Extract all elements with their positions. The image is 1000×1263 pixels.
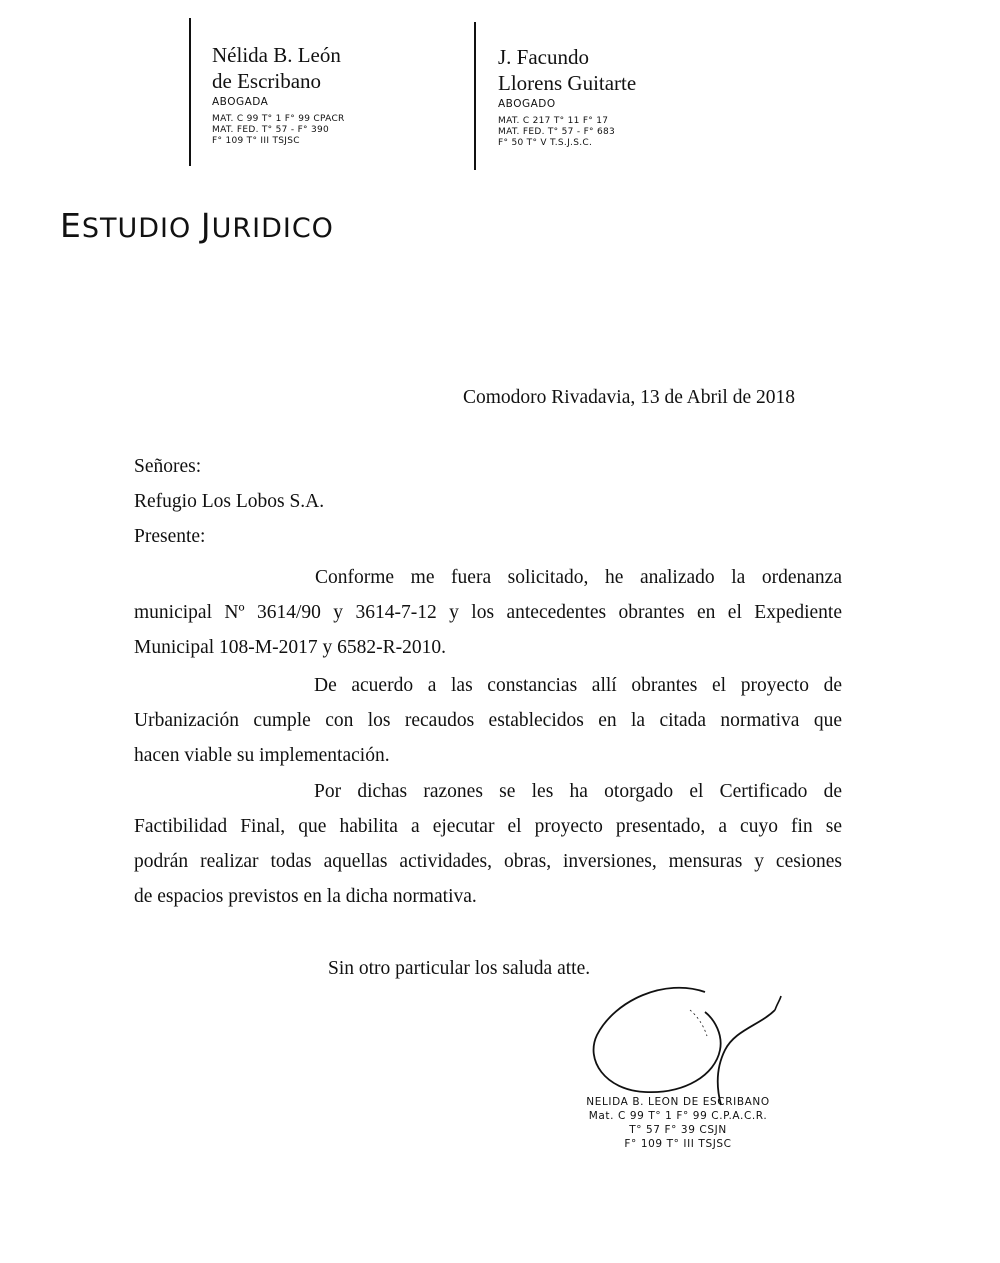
lawyer1-mat-line: MAT. FED. T° 57 - F° 390 bbox=[212, 125, 330, 135]
letterhead-divider-left bbox=[189, 18, 191, 166]
lawyer2-block bbox=[498, 44, 636, 149]
paragraph-line: De acuerdo a las constancias allí obrantes el proyecto de bbox=[314, 675, 842, 696]
salutation: Señores: bbox=[134, 456, 202, 477]
paragraph-1 bbox=[134, 560, 842, 665]
letter-date: Comodoro Rivadavia, 13 de Abril de 2018 bbox=[463, 387, 795, 408]
paragraph-line: Urbanización cumple con los recaudos establecidos en la citada normativa que bbox=[134, 710, 842, 731]
recipient: Refugio Los Lobos S.A. bbox=[134, 491, 325, 512]
letterhead-divider-right bbox=[474, 22, 476, 170]
lawyer1-mat-line: MAT. C 99 T° 1 F° 99 CPACR bbox=[212, 114, 345, 124]
paragraph-line: Factibilidad Final, que habilita a ejecutar el proyecto presentado, a cuyo fin se bbox=[134, 816, 842, 837]
lawyer2-name-line2: Llorens Guitarte bbox=[498, 71, 637, 95]
stamp-line: F° 109 T° III TSJSC bbox=[624, 1138, 732, 1150]
studio-name bbox=[60, 206, 334, 245]
lawyer1-mat-line: F° 109 T° III TSJSC bbox=[212, 136, 300, 146]
paragraph-2 bbox=[134, 668, 842, 773]
lawyer2-mat-line: MAT. FED. T° 57 - F° 683 bbox=[498, 127, 616, 137]
lawyer1-name-line1: Nélida B. León bbox=[212, 43, 341, 67]
lawyer2-name-line1: J. Facundo bbox=[498, 45, 589, 69]
paragraph-line: Municipal 108-M-2017 y 6582-R-2010. bbox=[134, 637, 446, 658]
studio-word2-rest: URIDICO bbox=[211, 213, 334, 244]
lawyer2-mat-line: F° 50 T° V T.S.J.S.C. bbox=[498, 138, 593, 148]
lawyer2-title: ABOGADO bbox=[498, 98, 556, 110]
studio-cap-e: E bbox=[60, 206, 82, 245]
paragraph-line: podrán realizar todas aquellas actividades, obras, inversiones, mensuras y cesiones bbox=[134, 851, 842, 872]
studio-cap-j: J bbox=[200, 206, 212, 245]
signature-icon bbox=[585, 980, 805, 1110]
paragraph-line: Conforme me fuera solicitado, he analizado la ordenanza bbox=[315, 567, 842, 588]
lawyer2-mat-line: MAT. C 217 T° 11 F° 17 bbox=[498, 116, 609, 126]
lawyer-stamp bbox=[583, 1095, 773, 1151]
paragraph-line: Por dichas razones se les ha otorgado el Certificado de bbox=[314, 781, 842, 802]
lawyer1-block bbox=[212, 42, 345, 147]
presente: Presente: bbox=[134, 526, 206, 547]
paragraph-line: de espacios previstos en la dicha normativa. bbox=[134, 886, 477, 907]
stamp-line: T° 57 F° 39 CSJN bbox=[629, 1124, 727, 1136]
closing: Sin otro particular los saluda atte. bbox=[328, 958, 591, 979]
lawyer1-title: ABOGADA bbox=[212, 96, 269, 108]
stamp-line: Mat. C 99 T° 1 F° 99 C.P.A.C.R. bbox=[588, 1110, 768, 1122]
studio-word1-rest: STUDIO bbox=[81, 213, 192, 244]
paragraph-line: municipal Nº 3614/90 y 3614-7-12 y los antecedentes obrantes en el Expediente bbox=[134, 602, 842, 623]
stamp-line: NELIDA B. LEON DE ESCRIBANO bbox=[586, 1096, 770, 1108]
paragraph-line: hacen viable su implementación. bbox=[134, 745, 390, 766]
paragraph-3 bbox=[134, 774, 842, 914]
lawyer1-name-line2: de Escribano bbox=[212, 69, 322, 93]
